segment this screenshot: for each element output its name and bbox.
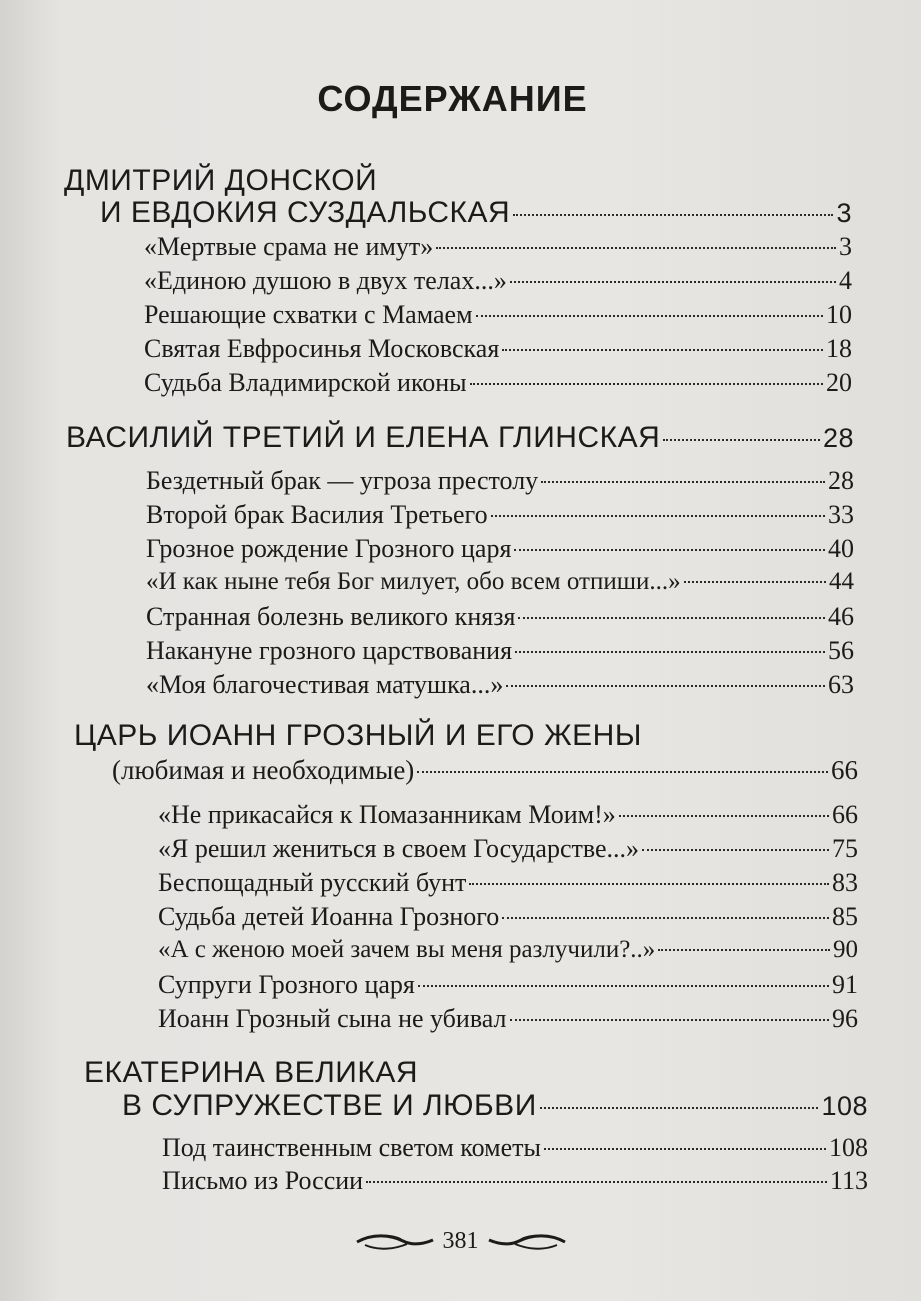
ornament-right-icon — [487, 1231, 567, 1253]
toc-item-title: Второй брак Василия Третьего — [146, 500, 488, 529]
chapter-1-page: 3 — [836, 198, 852, 228]
page-number: 381 — [442, 1228, 479, 1254]
dot-leader — [491, 515, 825, 517]
toc-item-page: 90 — [833, 936, 858, 963]
toc-item[interactable] — [144, 266, 852, 296]
chapter-3-entry[interactable] — [112, 755, 858, 786]
toc-item-page: 56 — [828, 636, 854, 665]
toc-item-title: Беспощадный русский бунт — [158, 868, 467, 897]
dot-leader — [544, 1148, 826, 1150]
toc-item-page: 4 — [839, 266, 852, 295]
toc-item[interactable] — [146, 534, 854, 564]
dot-leader — [642, 849, 829, 851]
toc-item[interactable] — [146, 636, 854, 666]
chapter-4-title-line1: ЕКАТЕРИНА ВЕЛИКАЯ — [84, 1056, 418, 1089]
toc-item-page: 46 — [828, 602, 854, 631]
toc-item-page: 3 — [839, 232, 852, 261]
chapter-1-entry[interactable] — [100, 196, 852, 230]
toc-item-page: 83 — [832, 868, 858, 897]
toc-item-page: 20 — [826, 368, 852, 397]
chapter-3-page: 66 — [831, 755, 858, 785]
dot-leader — [476, 315, 823, 317]
toc-item-page: 91 — [832, 970, 858, 999]
chapter-2-title: ВАСИЛИЙ ТРЕТИЙ И ЕЛЕНА ГЛИНСКАЯ — [66, 421, 661, 454]
toc-item[interactable] — [158, 800, 858, 830]
toc-item-title: Под таинственным светом кометы — [162, 1133, 541, 1162]
toc-item-page: 85 — [832, 902, 858, 931]
dot-leader — [506, 685, 825, 687]
toc-item-title: «Я решил жениться в своем Государстве...» — [158, 834, 640, 863]
dot-leader — [436, 247, 836, 249]
toc-item-title: Грозное рождение Грозного царя — [146, 534, 512, 563]
ornament-left-icon — [355, 1231, 435, 1253]
toc-item-title: Решающие схватки с Мамаем — [144, 300, 473, 329]
toc-item[interactable] — [158, 868, 858, 898]
toc-item-title: Бездетный брак — угроза престолу — [146, 466, 539, 495]
chapter-4-title-line2: В СУПРУЖЕСТВЕ И ЛЮБВИ — [122, 1089, 537, 1122]
toc-item[interactable] — [146, 670, 854, 700]
chapter-3-title-line1: ЦАРЬ ИОАНН ГРОЗНЫЙ И ЕГО ЖЕНЫ — [74, 719, 642, 752]
toc-item-title: Накануне грозного царствования — [146, 636, 513, 665]
toc-item[interactable] — [158, 902, 858, 932]
toc-item-title: Иоанн Грозный сына не убивал — [158, 1004, 507, 1033]
toc-item[interactable] — [146, 602, 854, 632]
toc-item[interactable] — [146, 466, 854, 496]
toc-item-title: Судьба детей Иоанна Грозного — [158, 902, 500, 931]
toc-item[interactable] — [144, 334, 852, 364]
toc-item[interactable] — [162, 1166, 868, 1196]
toc-item-page: 33 — [828, 500, 854, 529]
dot-leader — [418, 985, 829, 987]
page-title: СОДЕРЖАНИЕ — [317, 78, 588, 119]
toc-item-title: Святая Евфросинья Московская — [144, 334, 500, 363]
dot-leader — [502, 917, 829, 919]
toc-item-page: 113 — [829, 1166, 868, 1195]
toc-item[interactable] — [144, 300, 852, 330]
toc-item-title: «Не прикасайся к Помазанникам Моим!» — [158, 800, 616, 829]
dot-leader — [469, 883, 829, 885]
toc-item[interactable] — [158, 936, 858, 964]
dot-leader — [510, 281, 836, 283]
dot-leader — [514, 549, 825, 551]
toc-item-page: 66 — [832, 800, 858, 829]
dot-leader — [540, 1107, 819, 1109]
dot-leader — [684, 581, 826, 583]
toc-item[interactable] — [144, 232, 852, 262]
toc-item[interactable] — [146, 500, 854, 530]
toc-item[interactable] — [158, 970, 858, 1000]
toc-item-title: «Мертвые срама не имут» — [144, 232, 434, 261]
dot-leader — [366, 1181, 827, 1183]
dot-leader — [513, 214, 833, 216]
toc-item[interactable] — [158, 834, 858, 864]
toc-item-title: «Единою душою в двух телах...» — [144, 266, 507, 295]
dot-leader — [417, 771, 828, 773]
chapter-3-title-line2: (любимая и необходимые) — [112, 755, 415, 785]
dot-leader — [541, 481, 825, 483]
toc-item-title: Судьба Владимирской иконы — [144, 368, 467, 397]
dot-leader — [658, 949, 830, 951]
toc-item[interactable] — [162, 1133, 868, 1163]
toc-item-page: 108 — [829, 1133, 868, 1162]
page-footer — [0, 1228, 921, 1255]
toc-item-title: «Моя благочестивая матушка...» — [146, 670, 504, 699]
chapter-2-page: 28 — [822, 423, 854, 453]
toc-item-page: 75 — [832, 834, 858, 863]
toc-item-page: 96 — [832, 1004, 858, 1033]
toc-item[interactable] — [158, 1004, 858, 1034]
chapter-1-title-line2: И ЕВДОКИЯ СУЗДАЛЬСКАЯ — [100, 196, 511, 229]
dot-leader — [663, 439, 820, 441]
chapter-1-title-line1: ДМИТРИЙ ДОНСКОЙ — [64, 164, 378, 197]
dot-leader — [619, 815, 829, 817]
dot-leader — [510, 1019, 830, 1021]
toc-item-title: «А с женою моей зачем вы меня разлучили?..» — [158, 936, 656, 963]
dot-leader — [470, 383, 823, 385]
toc-item-title: Странная болезнь великого князя — [146, 602, 516, 631]
toc-item-title: Супруги Грозного царя — [158, 970, 415, 999]
dot-leader — [502, 349, 823, 351]
chapter-4-page: 108 — [821, 1091, 868, 1121]
toc-item-page: 10 — [826, 300, 852, 329]
chapter-2-entry[interactable] — [66, 421, 854, 455]
toc-item[interactable] — [144, 368, 852, 398]
toc-item-page: 44 — [829, 568, 854, 595]
toc-item-page: 40 — [828, 534, 854, 563]
dot-leader — [515, 651, 825, 653]
toc-item[interactable] — [146, 568, 854, 596]
toc-item-title: Письмо из России — [162, 1166, 364, 1195]
toc-item-page: 28 — [828, 466, 854, 495]
dot-leader — [518, 617, 825, 619]
toc-item-page: 63 — [828, 670, 854, 699]
toc-item-title: «И как ныне тебя Бог милует, обо всем отпиши...» — [146, 568, 681, 595]
chapter-4-entry[interactable] — [122, 1089, 868, 1123]
toc-item-page: 18 — [826, 334, 852, 363]
